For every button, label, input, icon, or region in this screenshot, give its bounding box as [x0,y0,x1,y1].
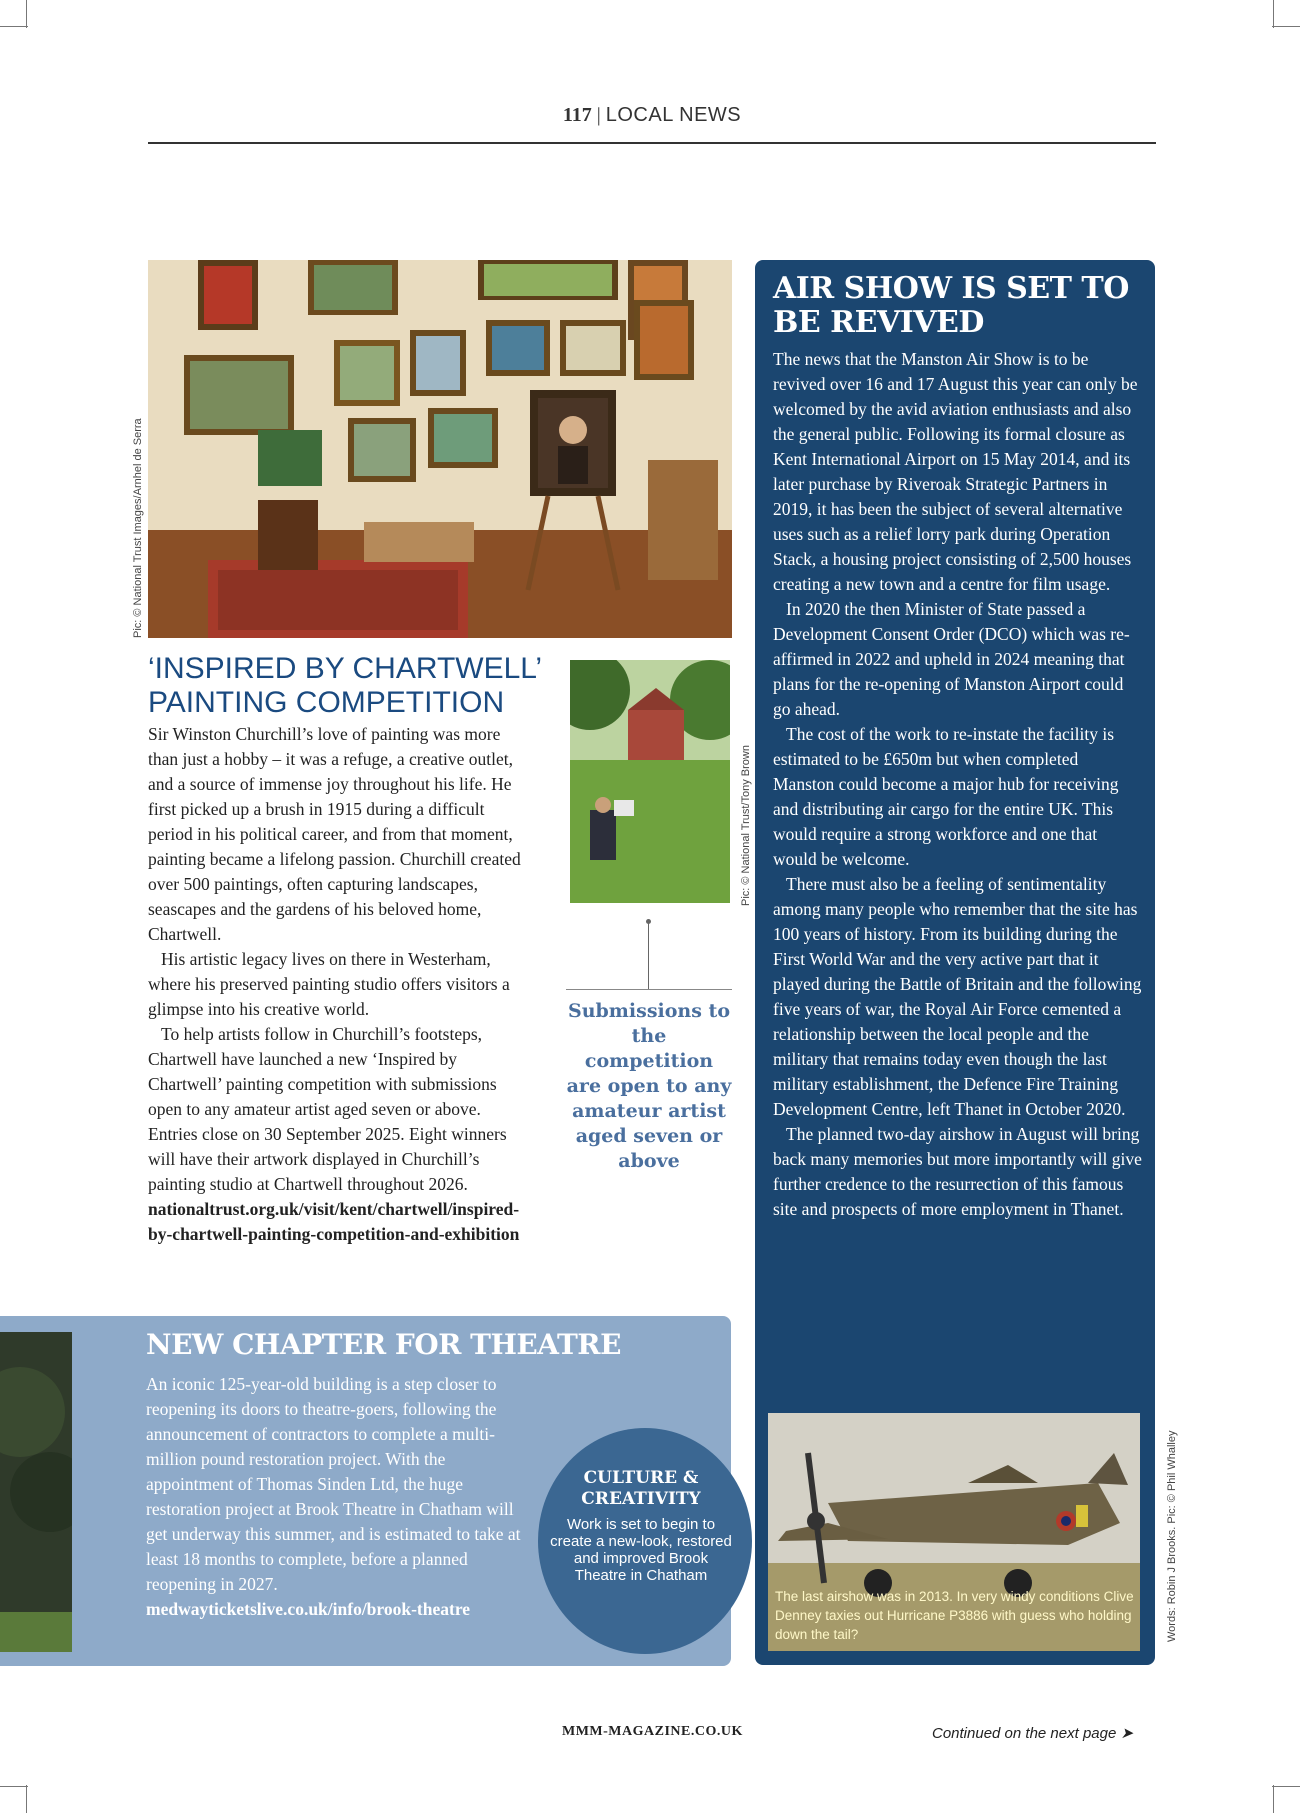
competition-link[interactable]: nationaltrust.org.uk/visit/kent/chartwell/inspired-by-chartwell-painting-competition-and-exhibition [148,1199,520,1244]
theatre-link[interactable]: medwayticketslive.co.uk/info/brook-theatre [146,1599,471,1619]
crop-mark [1273,1785,1274,1813]
article-paragraph: Sir Winston Churchill’s love of painting was more than just a hobby – it was a refuge, a creative outlet, and a source of immense joy throughout his life. He first picked up a brush in 1915 during a difficult period in his political career, and from that moment, painting became a lifelong passion. Churchill created over 500 paintings, often capturing landscapes, seascapes and the gardens of his beloved home, Chartwell. [148,724,521,944]
crop-mark [1273,0,1274,28]
page-header [148,104,1156,127]
airshow-article-body [773,347,1143,1222]
crop-mark [1272,26,1300,27]
pull-quote-rule [566,989,732,990]
page-number: 117 [562,104,592,126]
article-paragraph: The cost of the work to re-instate the facility is estimated to be £650m but when completed Manston could become a major hub for receiving and distributing air cargo for the entire UK. This would require a strong workforce and one that would be welcome. [773,724,1119,869]
footer-website[interactable]: MMM-MAGAZINE.CO.UK [562,1724,743,1739]
pull-quote: Submissions to the competition are open to any amateur artist aged seven or above [566,1000,732,1172]
airshow-headline: AIR SHOW IS SET TO BE REVIVED [773,271,1129,340]
competition-article-body [148,722,524,1247]
airshow-credit: Words: Robin J Brooks. Pic: © Phil Whalley [1166,1430,1178,1642]
crop-mark [26,0,27,28]
header-rule [148,142,1156,144]
painter-at-chartwell-photo [570,660,730,903]
section-title: LOCAL NEWS [605,104,742,126]
article-paragraph: There must also be a feeling of sentimentality among many people who remember that the site has 100 years of history. From its building during the First World War and the very active part that it played during the Battle of Britain and the following five years of war, the Royal Air Force cemented a relationship between the local people and the military that remains today even though the last military establishment, the Defence Fire Training Development Centre, left Thanet in October 2020. [773,874,1142,1119]
crop-mark [0,1786,28,1787]
airshow-photo-caption: The last airshow was in 2013. In very windy conditions Clive Denney taxies out Hurricane P3886 with guess who holding down the tail? [775,1589,1134,1642]
theatre-article-body [146,1372,526,1622]
studio-photo-credit: Pic: © National Trust Images/Arnhel de Serra [132,418,144,638]
continued-note: Continued on the next page ➤ [932,1725,1134,1742]
article-paragraph: The planned two-day airshow in August will bring back many memories but more importantly will give further credence to the resurrection of this famous site and prospects of more employment in Thanet. [773,1124,1142,1219]
crop-mark [26,1785,27,1813]
culture-badge-text: Work is set to begin to create a new-look, restored and improved Brook Theatre in Chatham [550,1516,732,1584]
competition-headline: ‘INSPIRED BY CHARTWELL’ PAINTING COMPETITION [148,652,541,719]
article-paragraph: The news that the Manston Air Show is to be revived over 16 and 17 August this year can only be welcomed by the avid aviation enthusiasts and also the general public. Following its formal closure as Kent International Airport on 15 May 2014, and its later purchase by Riveroak Strategic Partners in 2019, it has been the subject of several alternative uses such as a relief lorry park during Operation Stack, a housing project consisting of 2,500 houses creating a new town and a centre for film usage. [773,349,1138,594]
article-paragraph: In 2020 the then Minister of State passed a Development Consent Order (DCO) which was re-affirmed in 2022 and upheld in 2024 meaning that plans for the re-opening of Manston Airport could go ahead. [773,599,1130,719]
header-separator: | [596,104,601,126]
painter-photo-credit: Pic: © National Trust/Tony Brown [740,745,752,906]
culture-badge-title: CULTURE & CREATIVITY [581,1468,701,1509]
crop-mark [0,26,28,27]
tree-photo [0,1332,72,1652]
painting-studio-photo [148,260,732,638]
article-paragraph: His artistic legacy lives on there in Westerham, where his preserved painting studio offers visitors a glimpse into his creative world. [148,949,510,1019]
crop-mark [1272,1786,1300,1787]
theatre-headline: NEW CHAPTER FOR THEATRE [146,1328,621,1361]
article-paragraph: To help artists follow in Churchill’s footsteps, Chartwell have launched a new ‘Inspired by Chartwell’ painting competition with submissions open to any amateur artist aged seven or above. Entries close on 30 September 2025. Eight winners will have their artwork displayed in Churchill’s painting studio at Chartwell throughout 2026. [148,1024,507,1194]
pull-quote-line [648,922,649,990]
article-paragraph: An iconic 125-year-old building is a step closer to reopening its doors to theatre-goers, following the announcement of contractors to complete a multi-million pound restoration project. With the appointment of Thomas Sinden Ltd, the huge restoration project at Brook Theatre in Chatham will get underway this summer, and is estimated to take at least 18 months to complete, before a planned reopening in 2027. [146,1374,521,1594]
